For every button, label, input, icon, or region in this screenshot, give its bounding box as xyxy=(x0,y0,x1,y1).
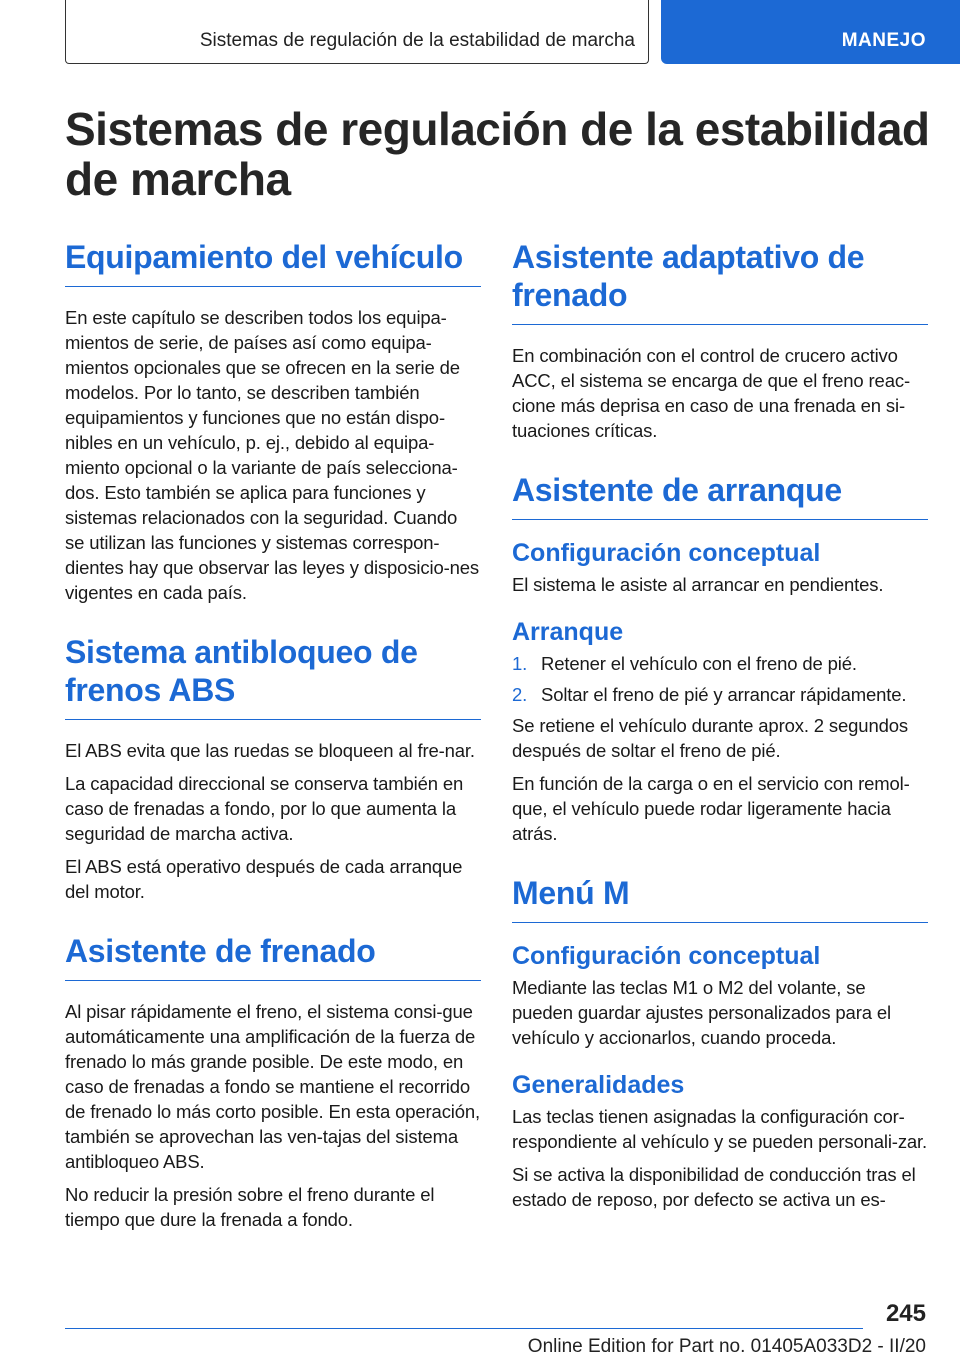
paragraph: En combinación con el control de crucero activo ACC, el sistema se encarga de que el freno reac-cione más deprisa en caso de una frenada en si-tuaciones críticas. xyxy=(512,345,910,441)
heading-asistente-adaptativo: Asistente adaptativo de frenado xyxy=(512,238,928,325)
section-equipamiento xyxy=(65,238,481,605)
section-asistente-arranque xyxy=(512,471,928,846)
paragraph: El ABS está operativo después de cada arranque del motor. xyxy=(65,856,463,902)
footer-divider xyxy=(65,1328,863,1329)
paragraph: Mediante las teclas M1 o M2 del volante, se pueden guardar ajustes personalizados para el vehículo y accionarlos, cuando proceda. xyxy=(512,977,891,1048)
heading-abs: Sistema antibloqueo de frenos ABS xyxy=(65,633,481,720)
page-number: 245 xyxy=(885,1300,926,1327)
paragraph: Las teclas tienen asignadas la configuración cor-respondiente al vehículo y se pueden personali-zar. xyxy=(512,1106,928,1152)
step-number: 2. xyxy=(512,684,528,705)
page-title: Sistemas de regulación de la estabilidad de marcha xyxy=(65,103,930,205)
paragraph: Se retiene el vehículo durante aprox. 2 segundos después de soltar el freno de pié. xyxy=(512,715,908,761)
paragraph: La capacidad direccional se conserva también en caso de frenadas a fondo, por lo que aumenta la seguridad de marcha activa. xyxy=(65,773,464,844)
step-text: Retener el vehículo con el freno de pié. xyxy=(541,653,857,674)
section-menu-m xyxy=(512,874,928,1212)
left-column xyxy=(65,238,481,1240)
header-section-title: Sistemas de regulación de la estabilidad de marcha xyxy=(199,30,635,51)
right-column xyxy=(512,238,928,1220)
step-number: 1. xyxy=(512,653,528,674)
paragraph: Al pisar rápidamente el freno, el sistema consi-gue automáticamente una amplificación de la fuerza de frenado lo más grande posible. De este modo, en caso de frenadas a fondo se mantiene el recorrido de frenado lo más corto posible. En esta operación, también se aprovechan las ven-tajas del sistema antibloqueo ABS. xyxy=(65,1001,481,1172)
step-item xyxy=(512,682,928,707)
step-item xyxy=(512,651,928,676)
paragraph: No reducir la presión sobre el freno durante el tiempo que dure la frenada a fondo. xyxy=(65,1184,435,1230)
heading-menu-m: Menú M xyxy=(512,874,928,923)
step-list xyxy=(512,651,928,707)
footer-edition-text: Online Edition for Part no. 01405A033D2 - II/20 xyxy=(527,1336,926,1357)
step-text: Soltar el freno de pié y arrancar rápidamente. xyxy=(541,684,907,705)
subheading-configuracion: Configuración conceptual xyxy=(512,942,821,970)
subheading-configuracion: Configuración conceptual xyxy=(512,539,821,567)
subheading-arranque: Arranque xyxy=(512,618,624,646)
chapter-tab xyxy=(661,0,960,64)
chapter-tab-label: MANEJO xyxy=(841,30,926,51)
subheading-generalidades: Generalidades xyxy=(512,1071,685,1099)
section-asistente-adaptativo xyxy=(512,238,928,443)
paragraph: El sistema le asiste al arrancar en pendientes. xyxy=(512,574,884,595)
paragraph: El ABS evita que las ruedas se bloqueen al fre-nar. xyxy=(65,740,475,761)
paragraph: En función de la carga o en el servicio con remol-que, el vehículo puede rodar ligeramente hacia atrás. xyxy=(512,773,910,844)
heading-equipamiento: Equipamiento del vehículo xyxy=(65,238,481,287)
section-asistente-frenado xyxy=(65,932,481,1232)
paragraph: En este capítulo se describen todos los equipa-mientos de serie, de países así como equipa-mientos opcionales que se ofrecen en la serie de modelos. Por lo tanto, se describen también equipamientos y funciones que no están dispo-nibles en un vehículo, p. ej., debido al equipa-miento opcional o la variante de país selecciona-dos. Esto también se aplica para funciones y sistemas relacionados con la seguridad. Cuando se utilizan las funciones y sistemas correspon-dientes hay que observar las leyes y disposicio-nes vigentes en cada país. xyxy=(65,307,479,603)
heading-asistente-frenado: Asistente de frenado xyxy=(65,932,481,981)
paragraph: Si se activa la disponibilidad de conducción tras el estado de reposo, por defecto se activa un es- xyxy=(512,1164,916,1210)
section-abs xyxy=(65,633,481,904)
heading-asistente-arranque: Asistente de arranque xyxy=(512,471,928,520)
